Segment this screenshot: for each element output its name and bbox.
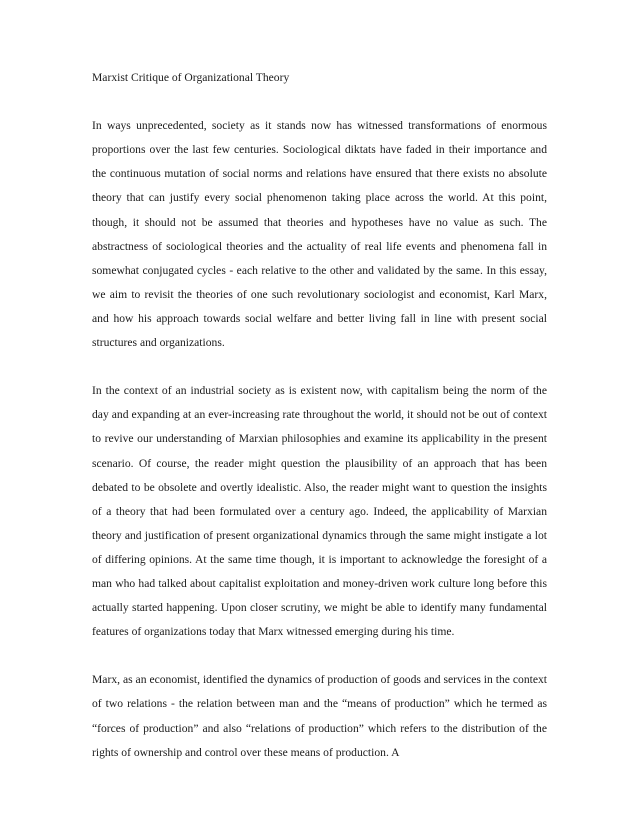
document-body [92, 66, 547, 765]
document-title: Marxist Critique of Organizational Theory [92, 71, 290, 84]
paragraph-2: In the context of an industrial society as is existent now, with capitalism being the norm of the day and expanding at an ever-increasing rate throughout the world, it should not be out of context to revive our understanding of Marxian philosophies and examine its applicability in the present scenario. Of course, the reader might question the plausibility of an approach that has been debated to be obsolete and overtly idealistic. Also, the reader might want to question the insights of a theory that had been formulated over a century ago. Indeed, the applicability of Marxian theory and justification of present organizational dynamics through the same might instigate a lot of differing opinions. At the same time though, it is important to acknowledge the foresight of a man who had talked about capitalist exploitation and money-driven work culture long before this actually started happening. Upon closer scrutiny, we might be able to identify many fundamental features of organizations today that Marx witnessed emerging during his time. [92, 384, 547, 639]
paragraph-1: In ways unprecedented, society as it stands now has witnessed transformations of enormous proportions over the last few centuries. Sociological diktats have faded in their importance and the continuous mutation of social norms and relations have ensured that there exists no absolute theory that can justify every social phenomenon taking place across the world. At this point, though, it should not be assumed that theories and hypotheses have no value as such. The abstractness of sociological theories and the actuality of real life events and phenomena fall in somewhat conjugated cycles - each relative to the other and validated by the same. In this essay, we aim to revisit the theories of one such revolutionary sociologist and economist, Karl Marx, and how his approach towards social welfare and better living fall in line with present social structures and organizations. [92, 119, 547, 350]
paragraph-3: Marx, as an economist, identified the dynamics of production of goods and services in the context of two relations - the relation between man and the “means of production” which he termed as “forces of production” and also “relations of production” which refers to the distribution of the rights of ownership and control over these means of production. A [92, 673, 547, 759]
